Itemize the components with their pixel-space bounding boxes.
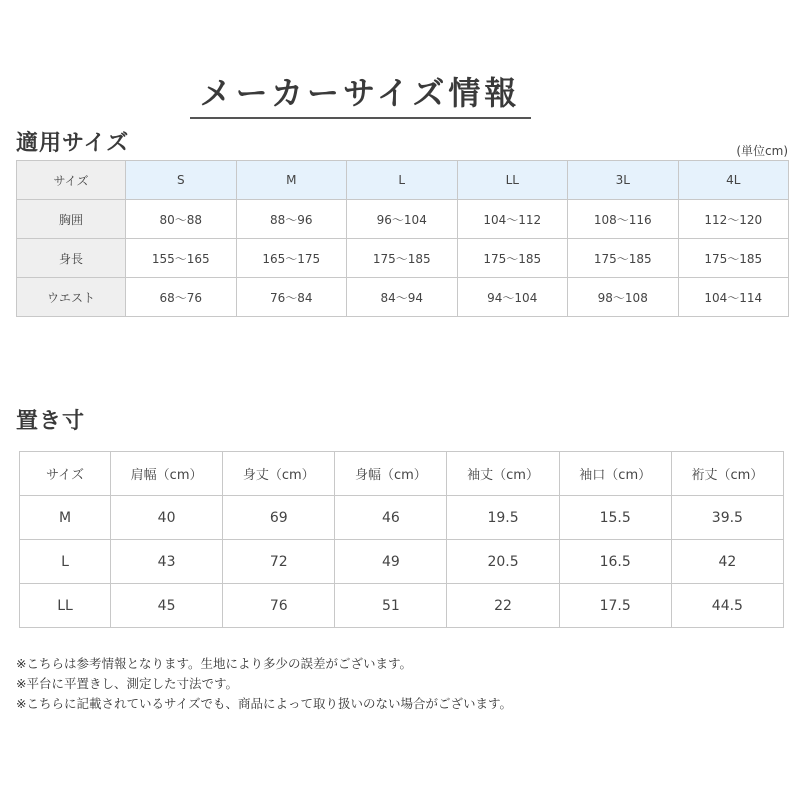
- table-cell: 72: [223, 540, 335, 584]
- row-label: 身長: [17, 239, 126, 278]
- table-cell: 22: [447, 584, 559, 628]
- row-label: ウエスト: [17, 278, 126, 317]
- table-cell: 96〜104: [347, 200, 458, 239]
- table-cell: 175〜185: [457, 239, 568, 278]
- table-cell: 40: [111, 496, 223, 540]
- table-cell: 20.5: [447, 540, 559, 584]
- table-cell: 76〜84: [236, 278, 347, 317]
- table-cell: 155〜165: [126, 239, 237, 278]
- row-label: 胸囲: [17, 200, 126, 239]
- row-label: LL: [20, 584, 111, 628]
- table-cell: 44.5: [671, 584, 783, 628]
- size-col-header: M: [236, 161, 347, 200]
- table-cell: 45: [111, 584, 223, 628]
- table-cell: 68〜76: [126, 278, 237, 317]
- title-underline: [190, 117, 531, 119]
- table-cell: 112〜120: [678, 200, 789, 239]
- notes: [16, 654, 512, 714]
- table-cell: 108〜116: [568, 200, 679, 239]
- measure-col-header: 身幅（cm）: [335, 452, 447, 496]
- table-row: [20, 584, 784, 628]
- table-cell: 98〜108: [568, 278, 679, 317]
- row-label: L: [20, 540, 111, 584]
- table-cell: 175〜185: [568, 239, 679, 278]
- note-line: ※平台に平置きし、測定した寸法です。: [16, 676, 238, 691]
- measure-col-header: 身丈（cm）: [223, 452, 335, 496]
- size-col-header: 3L: [568, 161, 679, 200]
- table-cell: 175〜185: [678, 239, 789, 278]
- measure-col-header: 肩幅（cm）: [111, 452, 223, 496]
- size-col-header: S: [126, 161, 237, 200]
- measure-col-header: 裄丈（cm）: [671, 452, 783, 496]
- table-cell: 84〜94: [347, 278, 458, 317]
- note-line: ※こちらに記載されているサイズでも、商品によって取り扱いのない場合がございます。: [16, 696, 512, 711]
- table-row: [20, 496, 784, 540]
- table-cell: 43: [111, 540, 223, 584]
- table-cell: 39.5: [671, 496, 783, 540]
- table-cell: 165〜175: [236, 239, 347, 278]
- table-cell: 16.5: [559, 540, 671, 584]
- table-row: [20, 540, 784, 584]
- size-table: [16, 160, 789, 317]
- measure-col-header: 袖口（cm）: [559, 452, 671, 496]
- measure-table-header-row: [20, 452, 784, 496]
- table-cell: 175〜185: [347, 239, 458, 278]
- measure-col-header: 袖丈（cm）: [447, 452, 559, 496]
- table-cell: 104〜114: [678, 278, 789, 317]
- table-cell: 94〜104: [457, 278, 568, 317]
- size-col-header: 4L: [678, 161, 789, 200]
- table-row: [17, 278, 789, 317]
- table-cell: 80〜88: [126, 200, 237, 239]
- table-cell: 19.5: [447, 496, 559, 540]
- table-cell: 88〜96: [236, 200, 347, 239]
- measure-table-header-label: サイズ: [20, 452, 111, 496]
- note-line: ※こちらは参考情報となります。生地により多少の誤差がございます。: [16, 656, 412, 671]
- table-cell: 104〜112: [457, 200, 568, 239]
- unit-label: (単位cm): [736, 144, 788, 158]
- table-cell: 15.5: [559, 496, 671, 540]
- table-row: [17, 239, 789, 278]
- table-cell: 69: [223, 496, 335, 540]
- size-col-header: L: [347, 161, 458, 200]
- measure-table: [19, 451, 784, 628]
- size-table-header-label: サイズ: [17, 161, 126, 200]
- table-cell: 42: [671, 540, 783, 584]
- size-col-header: LL: [457, 161, 568, 200]
- size-table-header-row: [17, 161, 789, 200]
- row-label: M: [20, 496, 111, 540]
- main-title: メーカーサイズ情報: [199, 74, 521, 112]
- table-cell: 49: [335, 540, 447, 584]
- size-section-title: 適用サイズ: [16, 131, 130, 156]
- table-cell: 17.5: [559, 584, 671, 628]
- table-cell: 51: [335, 584, 447, 628]
- measure-section-title: 置き寸: [16, 409, 86, 434]
- table-cell: 76: [223, 584, 335, 628]
- table-row: [17, 200, 789, 239]
- table-cell: 46: [335, 496, 447, 540]
